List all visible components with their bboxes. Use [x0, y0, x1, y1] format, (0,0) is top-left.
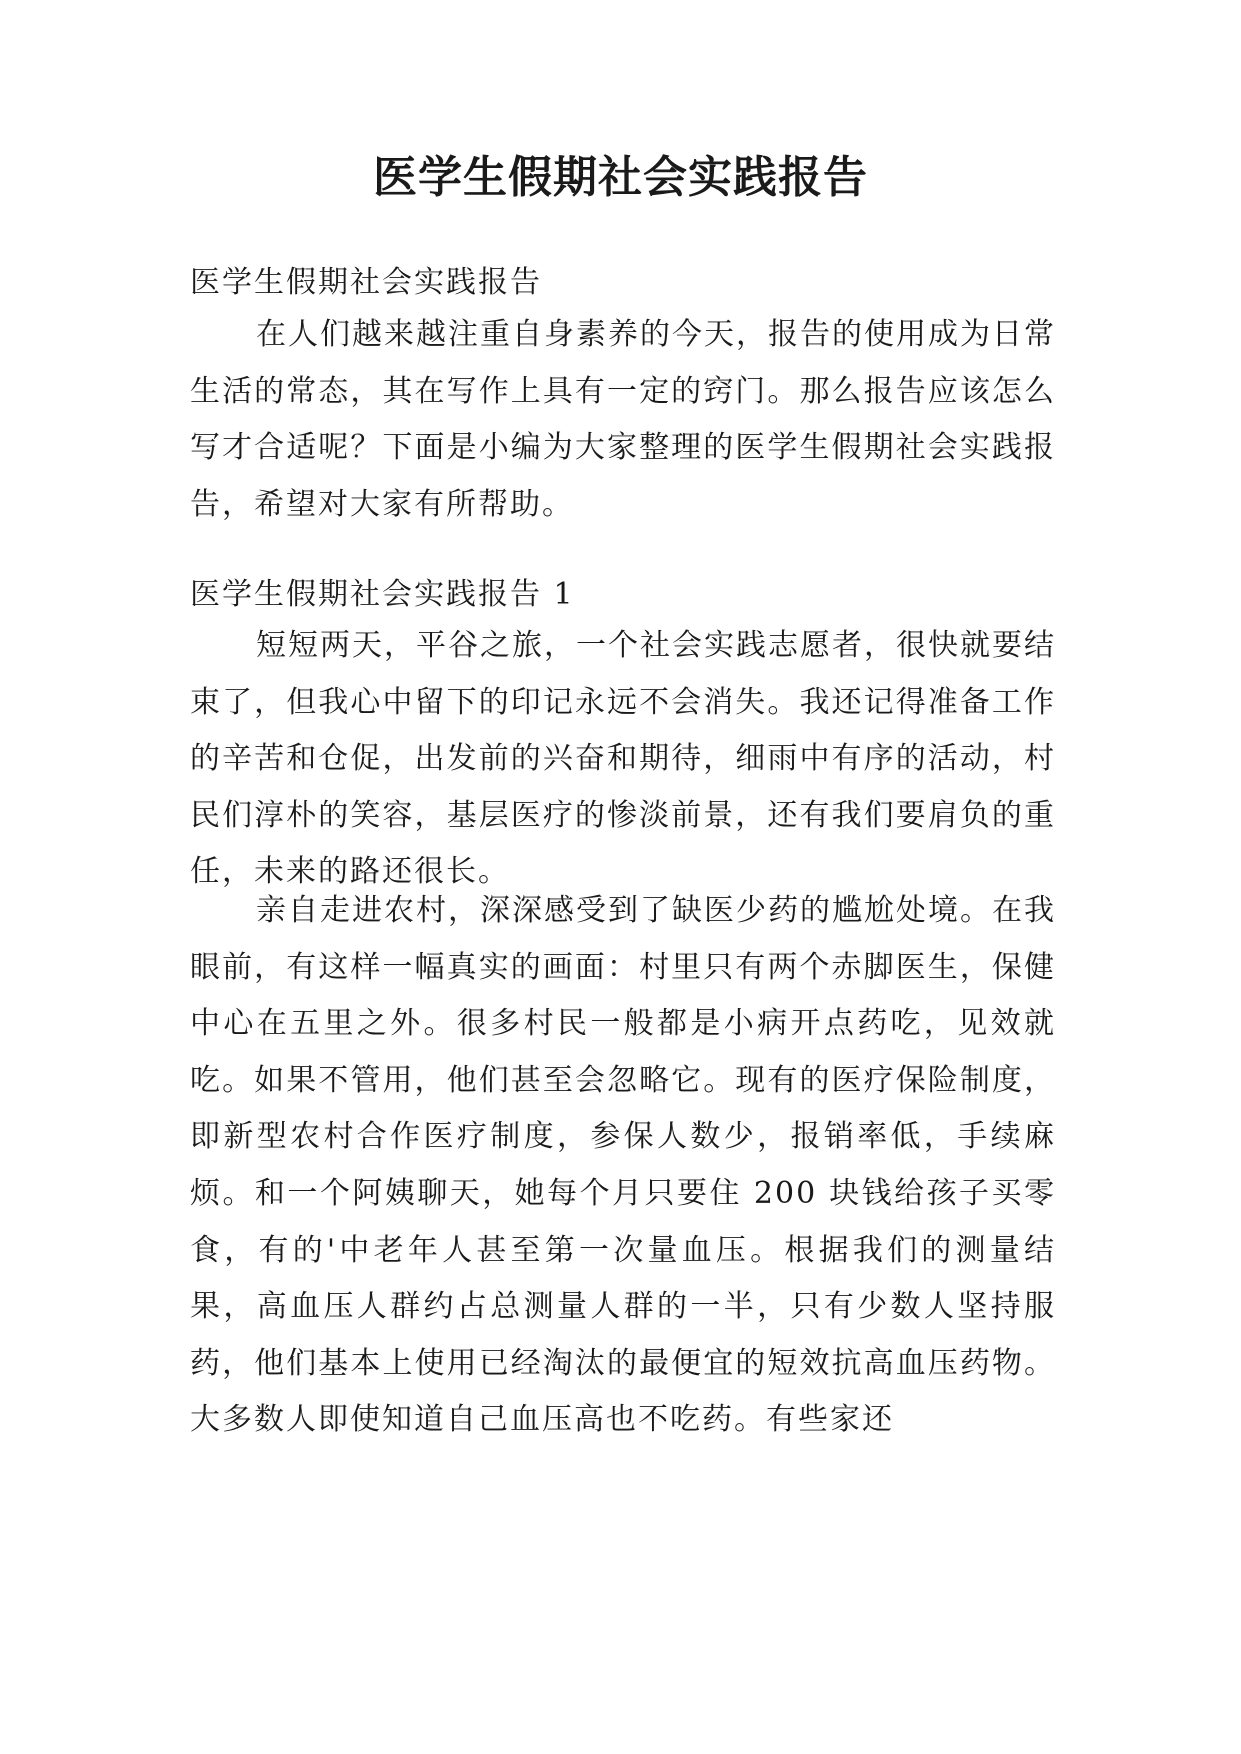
document-title: 医学生假期社会实践报告: [373, 152, 868, 203]
section-1-heading-block: [190, 575, 1056, 615]
intro-paragraph-block: [190, 307, 1056, 533]
section-1-paragraph: 短短两天，平谷之旅，一个社会实践志愿者，很快就要结束了，但我心中留下的印记永远不会消失。我还记得准备工作的辛苦和仓促，出发前的兴奋和期待，细雨中有序的活动，村民们淳朴的笑容，基层医疗的惨淡前景，还有我们要肩负的重任，未来的路还很长。: [190, 628, 1056, 890]
section-1-paragraph: 亲自走进农村，深深感受到了缺医少药的尴尬处境。在我眼前，有这样一幅真实的画面：村里只有两个赤脚医生，保健中心在五里之外。很多村民一般都是小病开点药吃，见效就吃。如果不管用，他们甚至会忽略它。现有的医疗保险制度，即新型农村合作医疗制度，参保人数少，报销率低，手续麻烦。和一个阿姨聊天，她每个月只要住 200 块钱给孩子买零食，有的'中老年人甚至第一次量血压。根据我们的测量结果，高血压人群约占总测量人群的一半，只有少数人坚持服药，他们基本上使用已经淘汰的最便宜的短效抗高血压药物。大多数人即使知道自己血压高也不吃药。有些家还: [190, 893, 1056, 1438]
section-1-paragraph-2-block: [190, 883, 1056, 1449]
section-1-heading: 医学生假期社会实践报告 1: [190, 577, 575, 612]
intro-heading-block: [190, 263, 1056, 303]
section-1-paragraph-1-block: [190, 618, 1056, 901]
intro-heading: 医学生假期社会实践报告: [190, 265, 542, 300]
intro-paragraph: 在人们越来越注重自身素养的今天，报告的使用成为日常生活的常态，其在写作上具有一定的窍门。那么报告应该怎么写才合适呢？下面是小编为大家整理的医学生假期社会实践报告，希望对大家有所帮助。: [190, 317, 1056, 522]
